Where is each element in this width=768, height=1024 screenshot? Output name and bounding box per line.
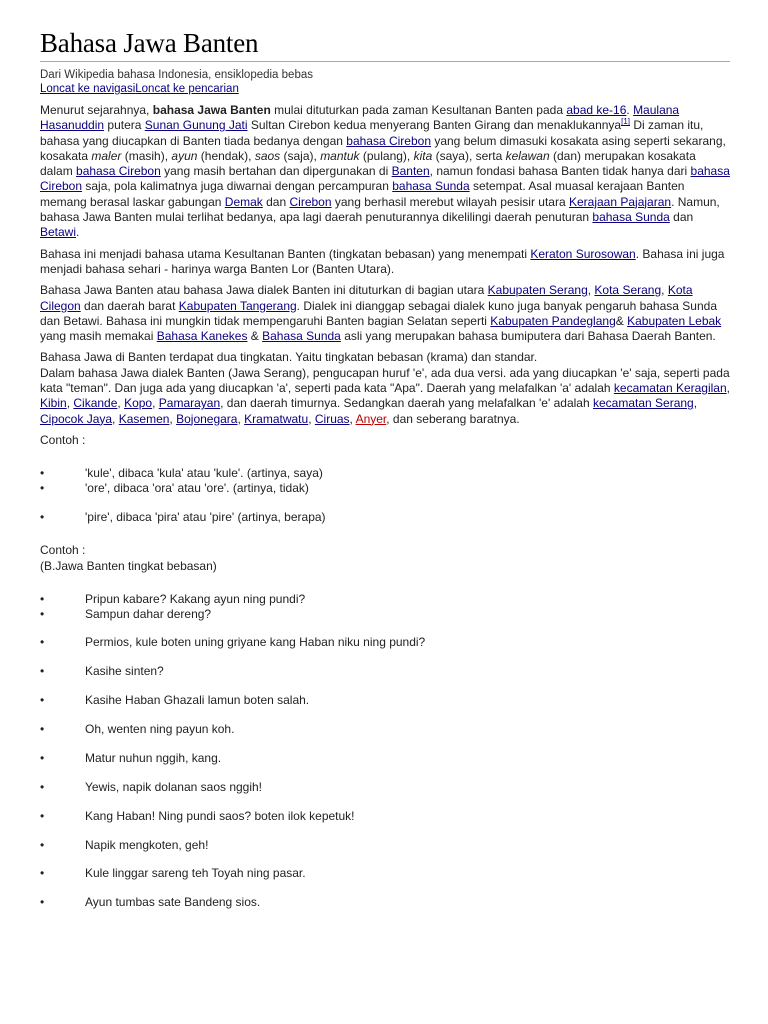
list-item: • Kule linggar sareng teh Toyah ning pasar. [40, 866, 730, 881]
paragraph-kesultanan [40, 247, 730, 278]
text: , [661, 283, 668, 298]
link-bahasa-cirebon[interactable]: bahasa Cirebon [40, 164, 730, 194]
link-betawi[interactable]: Betawi [40, 225, 77, 240]
text: (masih), [121, 148, 172, 163]
text: , [117, 396, 125, 411]
text: , [726, 381, 730, 396]
link-bahasa-cirebon[interactable]: bahasa Cirebon [76, 164, 161, 179]
text: . Dialek ini dianggap sebagai dialek kuno juga banyak pengaruh bahasa Sunda dan Betawi. Bahasa ini mungkin tidak mempengaruhi Banten bagian Selatan seperti [40, 298, 717, 328]
link-bojonegara[interactable]: Bojonegara [176, 411, 238, 426]
text: (hendak), [197, 148, 255, 163]
link-kabupaten-tangerang[interactable]: Kabupaten Tangerang [178, 298, 297, 313]
text: mulai dituturkan pada zaman Kesultanan Banten pada [270, 103, 567, 117]
list-item: • 'pire', dibaca 'pira' atau 'pire' (artinya, berapa) [40, 510, 730, 525]
text: Bahasa Jawa Banten atau bahasa Jawa dialek Banten ini dituturkan di bagian utara [40, 283, 488, 298]
text: & [615, 313, 628, 328]
text: yang masih memakai [40, 329, 157, 344]
italic-term: maler [91, 148, 122, 163]
link-kota-cilegon[interactable]: Kota Cilegon [40, 283, 693, 313]
link-kopo[interactable]: Kopo [124, 396, 153, 411]
link-sunan-gunung-jati[interactable]: Sunan Gunung Jati [144, 118, 248, 133]
text: & [247, 329, 263, 344]
link-anyer-redlink[interactable]: Anyer [355, 411, 387, 426]
title-divider [40, 61, 730, 62]
link-kramatwatu[interactable]: Kramatwatu [244, 411, 309, 426]
text: Di zaman itu, bahasa yang diucapkan di Banten tiada bedanya dengan [40, 118, 704, 148]
link-kota-serang[interactable]: Kota Serang [594, 283, 662, 298]
text: dan [669, 210, 694, 225]
list-item: • 'kule', dibaca 'kula' atau 'kule'. (artinya, saya) [40, 466, 730, 481]
example-list-1 [40, 466, 730, 525]
link-cirebon[interactable]: Cirebon [289, 194, 332, 209]
list-item: • Matur nuhun nggih, kang. [40, 751, 730, 766]
link-kabupaten-serang[interactable]: Kabupaten Serang [487, 283, 588, 298]
list-item: • Yewis, napik dolanan saos nggih! [40, 780, 730, 795]
link-bahasa-sunda[interactable]: bahasa Sunda [592, 210, 670, 225]
text: asli yang merupakan bahasa bumiputera dari Bahasa Daerah Banten. [340, 329, 716, 344]
list-item: • Oh, wenten ning payun koh. [40, 722, 730, 737]
paragraph-history [40, 103, 730, 241]
text: . [76, 225, 80, 240]
text: Dalam bahasa Jawa dialek Banten (Jawa Serang), pengucapan huruf 'e', ada dua versi. ada yang diucapkan 'e' saja, seperti pada kata "teman". Dan juga ada yang diucapkan 'a', seperti pada kata "Apa". Daerah yang melafalkan 'a' adalah [40, 365, 730, 396]
link-kibin[interactable]: Kibin [40, 396, 67, 411]
text: , [587, 283, 595, 298]
text: setempat. Asal muasal kerajaan Banten memang berasal laskar gabungan [40, 179, 685, 209]
italic-term: kelawan [505, 148, 550, 163]
text: , [152, 396, 159, 411]
text: dan daerah barat [80, 298, 179, 313]
text: kosakata [40, 148, 92, 163]
paragraph-dialect [40, 283, 730, 344]
paragraph-levels [40, 350, 730, 426]
site-subtitle: Dari Wikipedia bahasa Indonesia, ensiklopedia bebas [40, 69, 313, 81]
text: (saya), serta [432, 148, 506, 163]
link-kecamatan-keragilan[interactable]: kecamatan Keragilan [613, 381, 727, 396]
text: yang masih bertahan dan dipergunakan di [160, 164, 392, 179]
text: , [112, 411, 119, 426]
text: , [349, 411, 356, 426]
link-cikande[interactable]: Cikande [73, 396, 118, 411]
link-banten[interactable]: Banten [391, 164, 430, 179]
link-abad-ke-16[interactable]: abad ke-16 [566, 103, 627, 117]
link-bahasa-kanekes[interactable]: Bahasa Kanekes [156, 329, 248, 344]
jump-links [40, 82, 730, 96]
link-cipocok-jaya[interactable]: Cipocok Jaya [40, 411, 113, 426]
list-item: • Ayun tumbas sate Bandeng sios. [40, 895, 730, 910]
example-list-2 [40, 592, 730, 910]
link-kasemen[interactable]: Kasemen [118, 411, 170, 426]
link-bahasa-sunda[interactable]: bahasa Sunda [392, 179, 470, 194]
text: yang berhasil merebut wilayah pesisir utara [331, 194, 569, 209]
text: , [308, 411, 315, 426]
italic-term: kita [413, 148, 433, 163]
bold-term: bahasa Jawa Banten [152, 103, 271, 117]
text: (dan) merupakan kosakata dalam [40, 148, 696, 179]
text: , [169, 411, 177, 426]
list-item: • Permios, kule boten uning griyane kang Haban niku ning pundi? [40, 635, 730, 650]
link-kecamatan-serang[interactable]: kecamatan Serang [592, 396, 694, 411]
italic-term: ayun [171, 148, 198, 163]
list-item: • Napik mengkoten, geh! [40, 838, 730, 853]
text: (saja), [280, 148, 321, 163]
text: , [237, 411, 245, 426]
list-item: • Sampun dahar dereng? [40, 607, 730, 622]
example-label: Contoh : [40, 543, 86, 558]
text: , dan seberang baratnya. [386, 411, 520, 426]
list-item: • Kasihe sinten? [40, 664, 730, 679]
text: Sultan Cirebon kedua menyerang Banten Girang dan menaklukannya [247, 118, 622, 133]
text: putera [104, 118, 145, 133]
link-pamarayan[interactable]: Pamarayan [158, 396, 221, 411]
italic-term: mantuk [320, 148, 360, 163]
list-item: • 'ore', dibaca 'ora' atau 'ore'. (artinya, tidak) [40, 481, 730, 496]
page-title: Bahasa Jawa Banten [40, 28, 259, 58]
list-item: • Kang Haban! Ning pundi saos? boten ilok kepetuk! [40, 809, 730, 824]
link-ciruas[interactable]: Ciruas [314, 411, 350, 426]
text: yang belum dimasuki kosakata asing seperti sekarang, [431, 133, 726, 148]
text: Bahasa Jawa di Banten terdapat dua tingkatan. Yaitu tingkatan bebasan (krama) dan standar. [40, 350, 538, 365]
text: . Bahasa ini juga menjadi bahasa sehari - harinya warga Banten Lor (Banten Utara). [40, 246, 725, 276]
link-maulana-hasanuddin[interactable]: Maulana Hasanuddin [40, 103, 680, 133]
link-kabupaten-lebak[interactable]: Kabupaten Lebak [627, 313, 722, 328]
text: Bahasa ini menjadi bahasa utama Kesultanan Banten (tingkatan bebasan) yang menempati [40, 246, 531, 261]
example-label: Contoh : [40, 432, 86, 447]
text: . Namun, bahasa Jawa Banten mulai terlihat bedanya, apa lagi daerah penuturannya dikelilingi daerah penuturan [40, 194, 720, 225]
jump-to-navigation-link[interactable]: Loncat ke navigasi [40, 83, 136, 95]
text: Menurut sejarahnya, [40, 103, 153, 117]
italic-term: saos [254, 148, 281, 163]
text: , namun fondasi bahasa Banten tidak hanya dari [429, 164, 691, 179]
text: . [626, 103, 634, 117]
link-demak[interactable]: Demak [224, 194, 263, 209]
link-kerajaan-pajajaran[interactable]: Kerajaan Pajajaran [568, 194, 672, 209]
text: , [693, 396, 698, 411]
link-kabupaten-pandeglang[interactable]: Kabupaten Pandeglang [490, 313, 616, 328]
list-item: • Kasihe Haban Ghazali lamun boten salah. [40, 693, 730, 708]
link-keraton-surosowan[interactable]: Keraton Surosowan [530, 246, 636, 261]
link-bahasa-sunda[interactable]: Bahasa Sunda [262, 329, 341, 344]
jump-to-search-link[interactable]: Loncat ke pencarian [135, 83, 239, 95]
link-bahasa-cirebon[interactable]: bahasa Cirebon [346, 133, 431, 148]
citation-link[interactable]: [1] [621, 117, 630, 127]
text: , [66, 396, 74, 411]
text: , dan daerah timurnya. Sedangkan daerah yang melafalkan 'e' adalah [220, 396, 593, 411]
article [40, 28, 730, 910]
text: saja, pola kalimatnya juga diwarnai dengan percampuran [82, 179, 393, 194]
example-sublabel: (B.Jawa Banten tingkat bebasan) [40, 558, 217, 573]
text: dan [262, 194, 290, 209]
list-item: • Pripun kabare? Kakang ayun ning pundi? [40, 592, 730, 607]
text: (pulang), [359, 148, 414, 163]
